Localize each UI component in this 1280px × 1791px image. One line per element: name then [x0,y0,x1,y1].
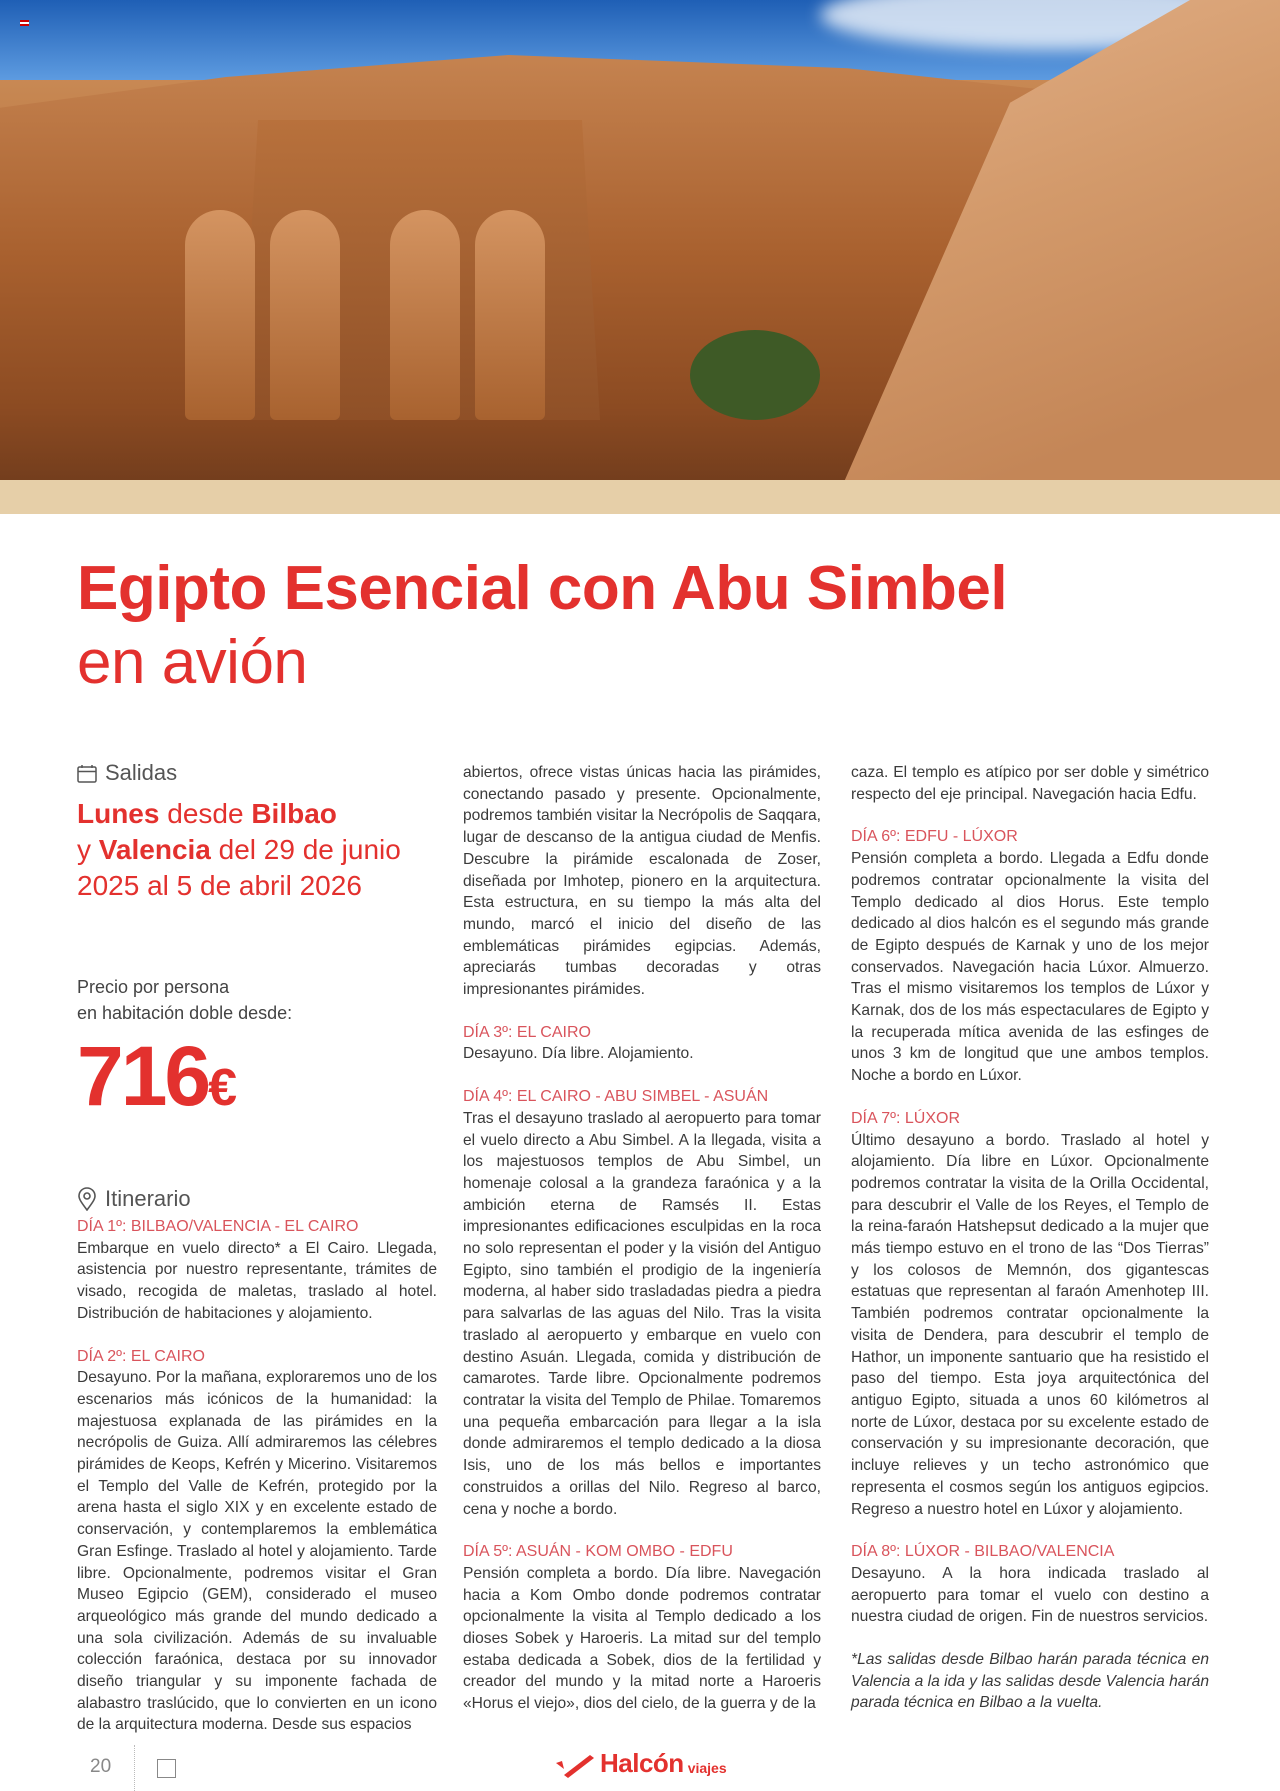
footnote: *Las salidas desde Bilbao harán parada técnica en Valencia a la ida y las salidas desde Valencia harán parada técnica en Bilbao a la vuelta. [851,1651,1209,1712]
day-6 [851,826,1209,1086]
day-heading: DÍA 5º: ASUÁN - KOM OMBO - EDFU [463,1543,733,1561]
city-bilbao: Bilbao [251,798,337,829]
price-amount: 716 [77,1029,209,1123]
day-heading: DÍA 6º: EDFU - LÚXOR [851,828,1018,846]
day-text: Tras el desayuno traslado al aeropuerto para tomar el vuelo directo a Abu Simbel. A la llegada, visita a los majestuosos templos de Abu Simbel, un homenaje colosal a la grandeza faraónica y a la ambición eterna de Ramsés II. Estas impresionantes edificaciones esculpidas en la roca no solo representan el poder y la visión del Antiguo Egipto, sino también el prodigio de la ingeniería moderna, al haber sido trasladadas piedra a piedra para salvarlas de las aguas del Nilo. Tras la visita traslado al aeropuerto y embarque en vuelo con destino Asuán. Llegada, comida y distribución de camarotes. Tarde libre. Opcionalmente podremos contratar la visita del Templo de Philae. Tomaremos una pequeña embarcación para llegar a la isla donde admiraremos el templo dedicado a la diosa Isis, uno de los más bellos e importantes construidos a orillas del Nilo. Regreso al barco, cena y noche a bordo. [463,1109,821,1518]
day-heading: DÍA 7º: LÚXOR [851,1109,960,1127]
day-4 [463,1086,821,1520]
itinerary-text: Itinerario [105,1186,191,1211]
halcon-viajes-logo [554,1748,727,1779]
day-8 [851,1541,1209,1628]
dates-text: desde [159,798,252,829]
day-text: Pensión completa a bordo. Día libre. Navegación hacia a Kom Ombo donde podremos contratar opcionalmente la visita al Templo dedicado a los dioses Sobek y Haroeris. La mitad sur del templo estaba dedicada a Sobek, dios de la fertilidad y creador del mundo y la mitad norte a Haroeris «Horus el viejo», dios del cielo, de la guerra y de la [463,1564,821,1713]
day-text: Desayuno. Por la mañana, exploraremos uno de los escenarios más icónicos de la humanidad: la majestuosa explanada de las pirámides en la necrópolis de Guiza. Allí admiraremos las célebres pirámides de Keops, Kefrén y Micerino. Visitaremos el Templo del Valle de Kefrén, protegido por la arena hasta el siglo XIX y en excelente estado de conservación, y contemplaremos la emblemática Gran Esfinge. Traslado al hotel y alojamiento. Tarde libre. Opcionalmente, podremos visitar el Gran Museo Egipcio (GEM), considerado el museo arqueológico más grande del mundo dedicado a una sola civilización. Además de su invaluable colección faraónica, destaca por su innovador diseño triangular y su imponente fachada de alabastro traslúcido, que lo convierten en un icono de la arquitectura moderna. Desde sus espacios [77,1369,437,1734]
day-2-continued [463,762,821,1001]
logo-name: Halcón [600,1748,684,1778]
day-7 [851,1108,1209,1520]
day-text: abiertos, ofrece vistas únicas hacia las pirámides, conectando pasado y presente. Opcionalmente, podremos también visitar la Necrópolis de Saqqara, lugar de descanso de la antigua ciudad de Menfis. Descubre la pirámide escalonada de Zoser, diseñada por Imhotep, pionero en la arquitectura. Esta estructura, en su tiempo la más alta del mundo, marcó el inicio del diseño de las emblemáticas pirámides egipcias. Además, apreciarás tumbas decoradas y otras impresionantes pirámides. [463,764,821,999]
day-heading: DÍA 3º: EL CAIRO [463,1023,591,1041]
title-line-1: Egipto Esencial con Abu Simbel [77,554,1008,623]
price-currency: € [208,1059,238,1117]
right-column [851,762,1209,1714]
day-text: Desayuno. Día libre. Alojamiento. [463,1045,694,1063]
title-line-2: en avión [77,628,308,697]
day-5-continued [851,762,1209,805]
salidas-label [77,760,437,786]
day-text: caza. El templo es atípico por ser doble y simétrico respecto del eje principal. Navegación hacia Edfu. [851,764,1209,803]
itinerary-label [77,1186,437,1212]
day-heading: DÍA 1º: BILBAO/VALENCIA - EL CAIRO [77,1218,359,1235]
price-label [77,974,437,1026]
calendar-icon [77,764,97,783]
dates-text: del 29 de junio [210,834,401,865]
day-text: Pensión completa a bordo. Llegada a Edfu donde podremos contratar opcionalmente la visita del Templo dedicado al dios Horus. Este templo dedicado al dios halcón es el segundo más grande de Egipto después de Karnak y uno de los mejor conservados. Navegación hacia Lúxor. Almuerzo. Tras el mismo visitaremos los templos de Lúxor y Karnak, dos de los más espectaculares de Egipto y la recuperada mítica avenida de las esfinges de unos 3 km de longitud que une ambos templos. Noche a bordo en Lúxor. [851,850,1209,1085]
salidas-text: Salidas [105,760,178,785]
city-valencia: Valencia [98,834,211,865]
page-title [77,552,1007,700]
departure-dates [77,796,437,904]
day-heading: DÍA 4º: EL CAIRO - ABU SIMBEL - ASUÁN [463,1088,769,1106]
price [77,1026,437,1138]
middle-column [463,762,821,1736]
day-1 [77,1216,437,1325]
day-text: Último desayuno a bordo. Traslado al hotel y alojamiento. Día libre en Lúxor. Opcionalmente podremos contratar la visita de la Orilla Occidental, para descubrir el Valle de los Reyes, el Templo de la reina-faraón Hatshepsut dedicado a la mujer que más tiempo estuvo en el trono de las “Dos Tierras” y los colosos de Memnón, dos gigantescas estatuas que representan al faraón Amenhotep III. También podremos contratar opcionalmente la visita de Dendera, para descubrir el templo de Hathor, un imponente santuario que ha resistido el paso del tiempo. Esta joya arquitectónica del antiguo Egipto, situada a unos 60 kilómetros al norte de Lúxor, destaca por su excelente estado de conservación y su impresionante decoración, que incluye relieves y un techo astronómico que representa el cosmos según los antiguos egipcios. Regreso a nuestro hotel en Lúxor y alojamiento. [851,1131,1209,1518]
day-of-week: Lunes [77,798,160,829]
price-label-line: Precio por persona [77,977,230,997]
flag-icon [20,20,29,26]
dates-text: 2025 al 5 de abril 2026 [77,870,362,901]
logo-sub: viajes [687,1760,727,1776]
day-heading: DÍA 8º: LÚXOR - BILBAO/VALENCIA [851,1543,1115,1561]
day-3 [463,1022,821,1065]
day-text: Desayuno. A la hora indicada traslado al aeropuerto para tomar el vuelo con destino a nuestra ciudad de origen. Fin de nuestros servicios. [851,1564,1209,1626]
price-label-line: en habitación doble desde: [77,1003,293,1023]
day-text: Embarque en vuelo directo* a El Cairo. Llegada, asistencia por nuestro representante, trámites de visado, recogida de maletas, traslado al hotel. Distribución de habitaciones y alojamiento. [77,1239,437,1322]
day-5 [463,1541,821,1715]
location-pin-icon [77,1187,97,1211]
page-number: 20 [90,1756,112,1777]
day-heading: DÍA 2º: EL CAIRO [77,1347,205,1365]
day-2 [77,1346,437,1737]
checkbox-square-icon [157,1759,176,1778]
hero-photo-abu-simbel [0,0,1280,514]
left-column [77,760,437,1757]
dates-text: y [77,834,99,865]
footer-divider [134,1745,135,1791]
halcon-bird-icon [554,1753,596,1779]
